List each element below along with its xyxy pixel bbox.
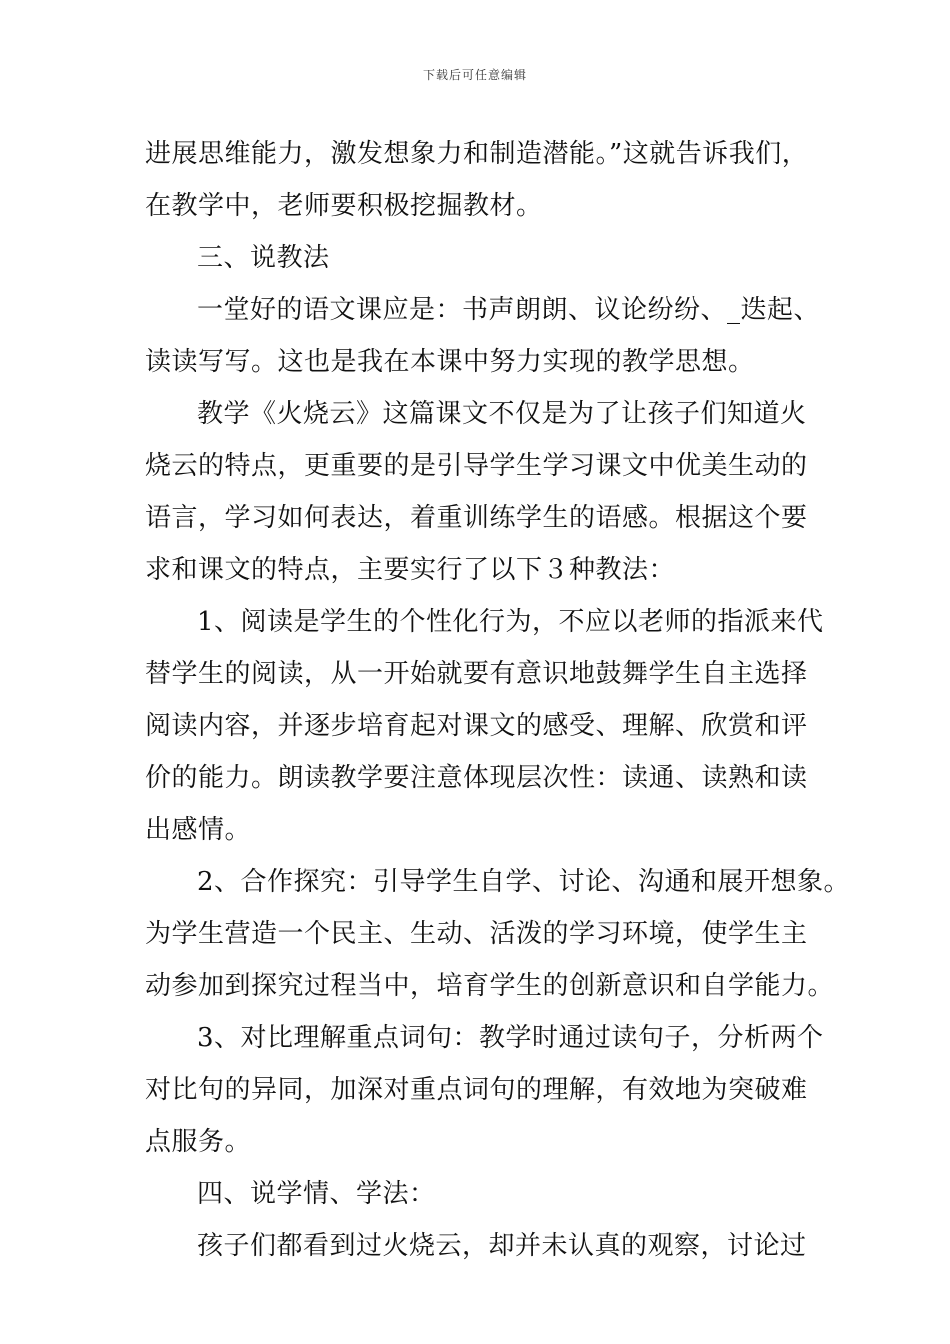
list-item-line: 3、对比理解重点词句：教学时通过读句子，分析两个 — [197, 1023, 824, 1053]
text-line: 为学生营造一个民主、生动、活泼的学习环境，使学生主 — [145, 919, 808, 949]
text-line: 进展思维能力，激发想象力和制造潜能。”这就告诉我们， — [145, 139, 809, 169]
text-line: 教学《火烧云》这篇课文不仅是为了让孩子们知道火 — [197, 399, 807, 429]
text-line: 一堂好的语文课应是：书声朗朗、议论纷纷、_迭起、 — [197, 295, 821, 325]
text-line: 对比句的异同，加深对重点词句的理解，有效地为突破难 — [145, 1075, 808, 1105]
text-line: 阅读内容，并逐步培育起对课文的感受、理解、欣赏和评 — [145, 711, 808, 741]
text-line: 语言，学习如何表达，着重训练学生的语感。根据这个要 — [145, 503, 808, 533]
document-body — [145, 128, 851, 1272]
list-item-line: 2、合作探究：引导学生自学、讨论、沟通和展开想象。 — [197, 867, 851, 897]
text-line: 动参加到探究过程当中，培育学生的创新意识和自学能力。 — [145, 971, 835, 1001]
text-line: 烧云的特点，更重要的是引导学生学习课文中优美生动的 — [145, 451, 808, 481]
text-line: 在教学中，老师要积极挖掘教材。 — [145, 191, 543, 221]
text-line: 点服务。 — [145, 1127, 252, 1157]
text-line: 读读写写。这也是我在本课中努力实现的教学思想。 — [145, 347, 755, 377]
list-item-line: 1、阅读是学生的个性化行为，不应以老师的指派来代 — [197, 607, 824, 637]
section-heading: 三、说教法 — [197, 243, 330, 273]
text-line: 出感情。 — [145, 815, 252, 845]
text-line: 求和课文的特点，主要实行了以下３种教法： — [145, 555, 676, 585]
text-line: 孩子们都看到过火烧云，却并未认真的观察，讨论过 — [197, 1231, 807, 1261]
text-line: 替学生的阅读，从一开始就要有意识地鼓舞学生自主选择 — [145, 659, 808, 689]
page-header-note: 下载后可任意编辑 — [422, 68, 527, 82]
section-heading: 四、说学情、学法： — [197, 1179, 436, 1209]
text-line: 价的能力。朗读教学要注意体现层次性：读通、读熟和读 — [145, 763, 808, 793]
